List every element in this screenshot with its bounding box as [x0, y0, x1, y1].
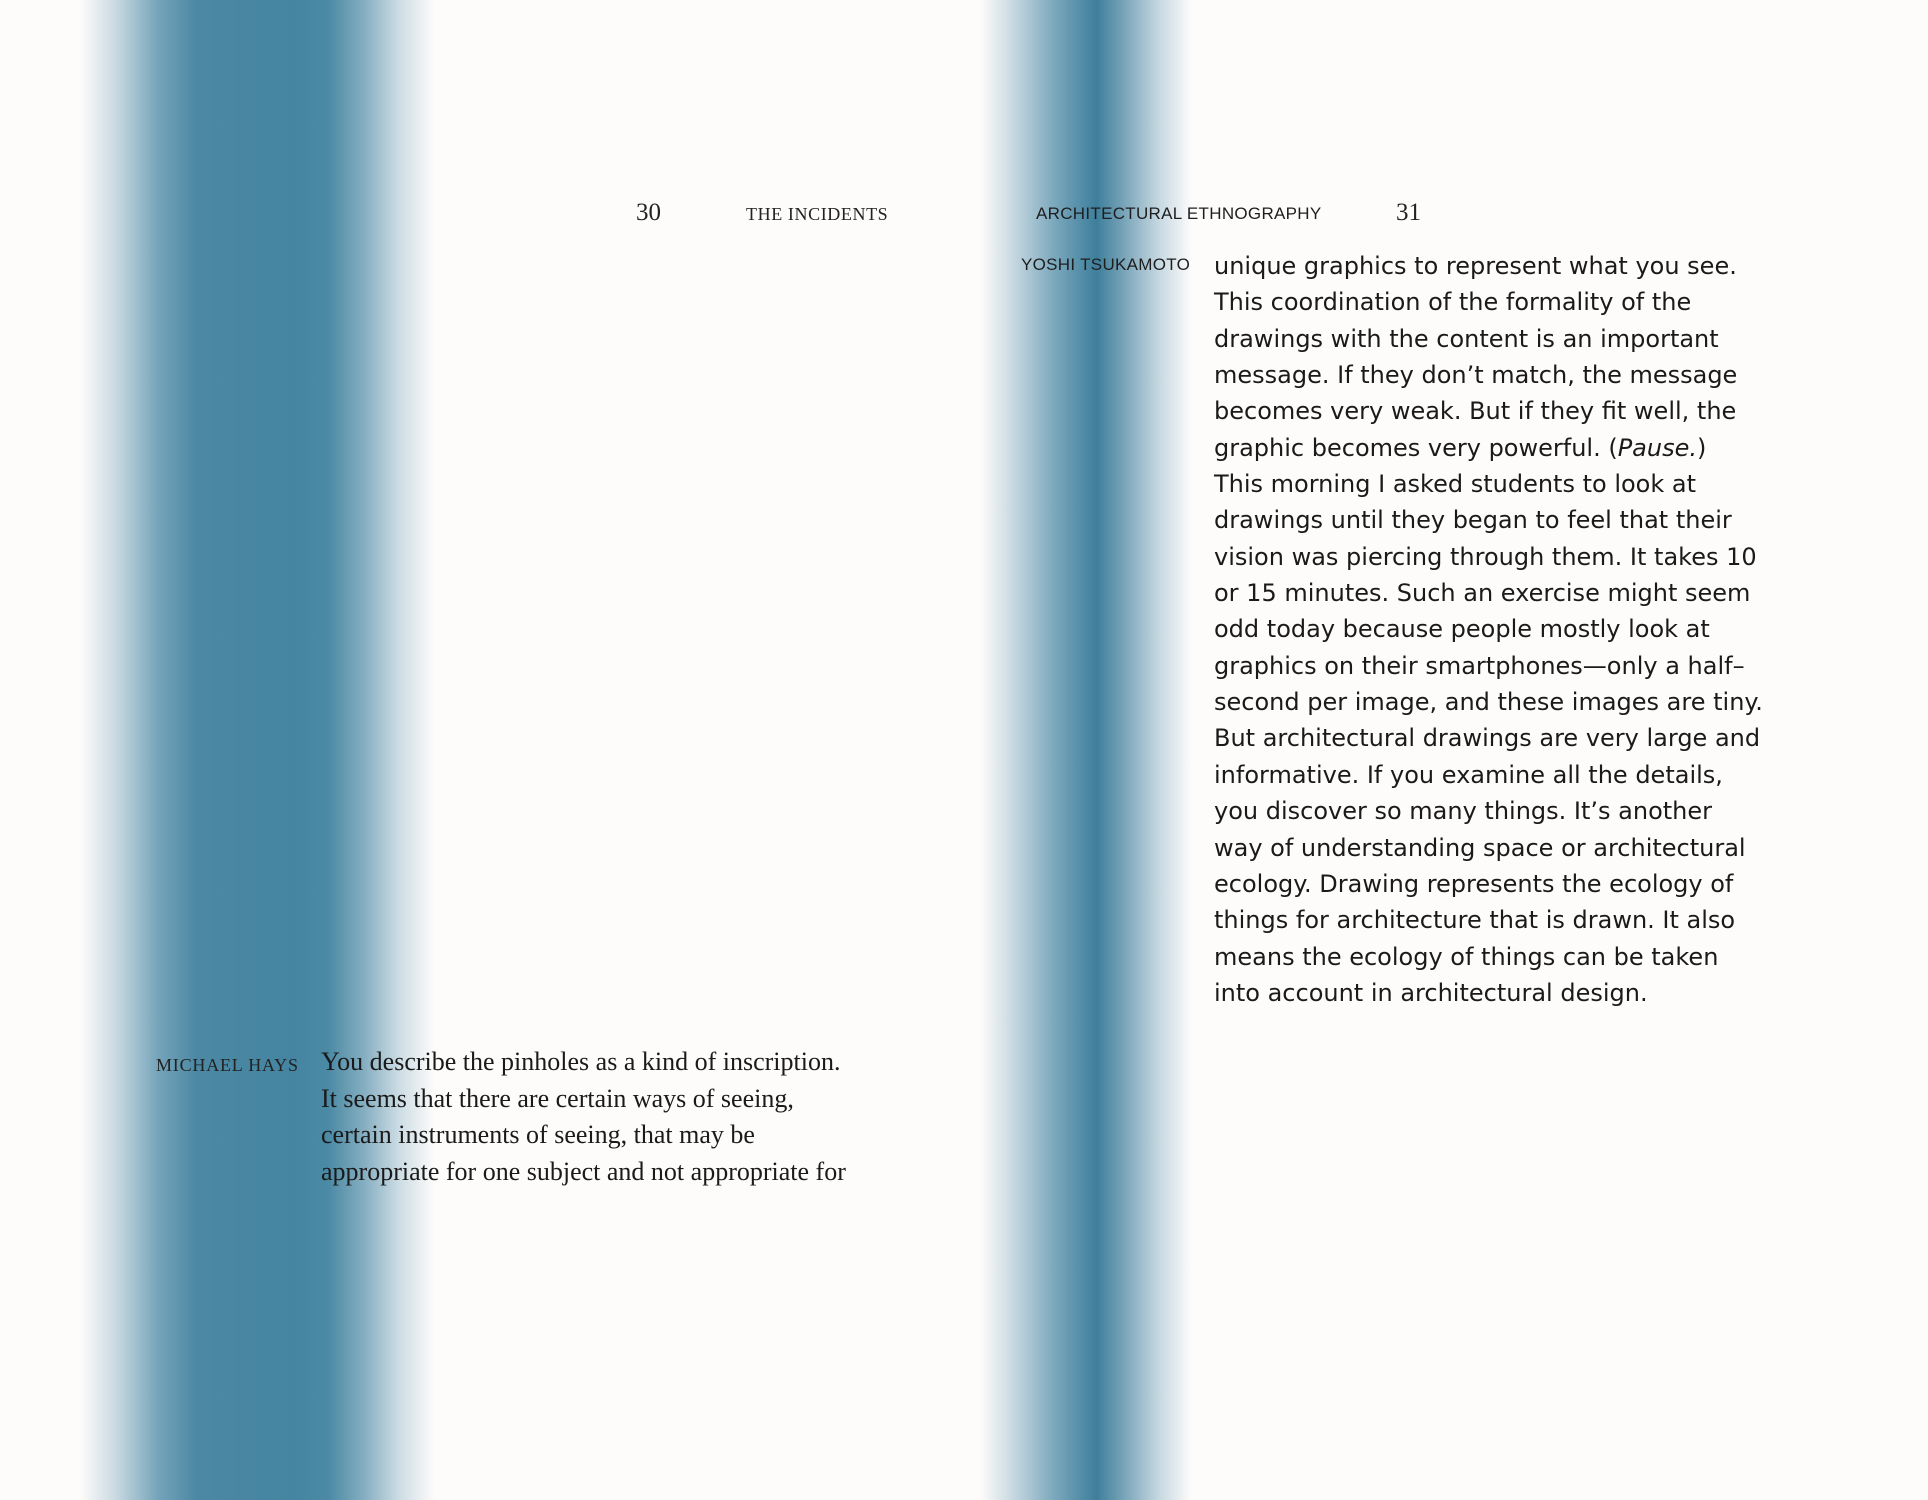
text-line: appropriate for one subject and not appropriate for — [321, 1156, 846, 1186]
text-line: becomes very weak. But if they fit well, the — [1214, 397, 1737, 426]
text-line: things for architecture that is drawn. It also — [1214, 906, 1736, 935]
text-line: second per image, and these images are tiny. — [1214, 688, 1763, 717]
text-line: drawings until they began to feel that their — [1214, 506, 1732, 535]
text-line: way of understanding space or architectural — [1214, 833, 1746, 862]
right-body-text — [1214, 248, 1774, 1011]
text-line: You describe the pinholes as a kind of inscription. — [321, 1047, 841, 1076]
speaker-label-michael-hays: MICHAEL HAYS — [156, 1055, 299, 1075]
text-line-with-italic — [1214, 430, 1774, 466]
text-line: message. If they don’t match, the message — [1214, 361, 1738, 390]
left-page-number: 30 — [636, 199, 661, 226]
text-line-start: graphic becomes very powerful. ( — [1214, 433, 1618, 462]
text-line: ecology. Drawing represents the ecology of — [1214, 869, 1734, 898]
left-blue-band — [80, 0, 435, 1500]
right-blue-band — [980, 0, 1192, 1500]
text-line: certain instruments of seeing, that may be — [321, 1120, 755, 1149]
text-line: vision was piercing through them. It takes 10 — [1214, 542, 1757, 571]
left-running-head: THE INCIDENTS — [746, 204, 889, 224]
right-page-number: 31 — [1396, 199, 1421, 226]
left-body-text — [321, 1044, 881, 1190]
right-running-head: ARCHITECTURAL ETHNOGRAPHY — [1036, 204, 1322, 223]
text-line: This coordination of the formality of the — [1214, 288, 1692, 317]
text-line: odd today because people mostly look at — [1214, 615, 1710, 644]
text-line: graphics on their smartphones—only a half– — [1214, 651, 1745, 680]
text-line: unique graphics to represent what you see. — [1214, 252, 1737, 280]
text-line: you discover so many things. It’s another — [1214, 797, 1713, 826]
italic-pause: Pause. — [1617, 433, 1697, 462]
text-line: informative. If you examine all the details, — [1214, 760, 1723, 789]
text-line: It seems that there are certain ways of seeing, — [321, 1083, 794, 1113]
text-line-end: ) — [1697, 433, 1707, 462]
text-line: or 15 minutes. Such an exercise might seem — [1214, 579, 1751, 608]
text-line: But architectural drawings are very large and — [1214, 724, 1761, 753]
text-line: This morning I asked students to look at — [1214, 470, 1697, 499]
speaker-label-yoshi-tsukamoto: YOSHI TSUKAMOTO — [1021, 255, 1191, 274]
text-line: drawings with the content is an important — [1214, 324, 1719, 353]
text-line: means the ecology of things can be taken — [1214, 942, 1719, 971]
text-line: into account in architectural design. — [1214, 978, 1648, 1007]
